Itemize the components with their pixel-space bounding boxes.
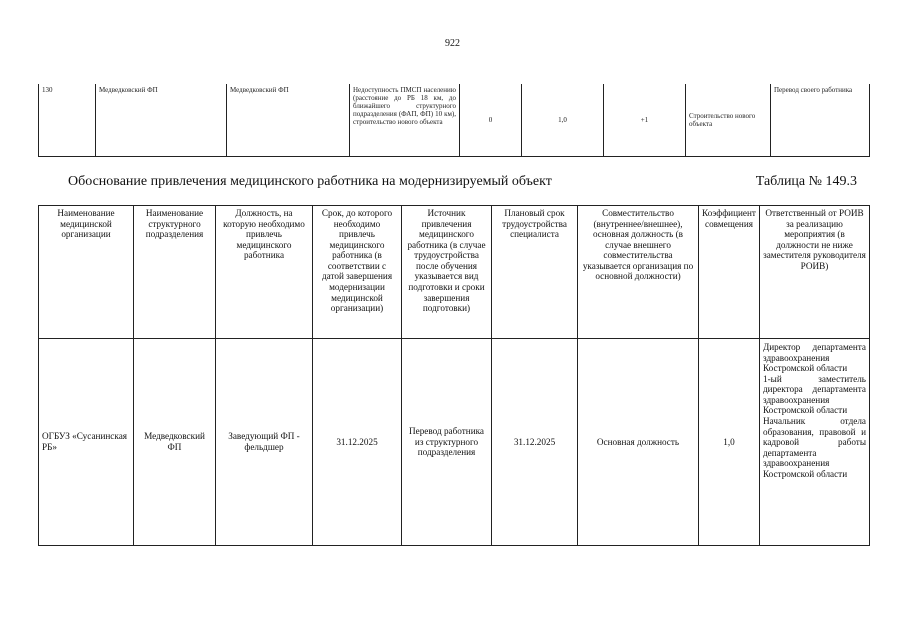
action-cell: Строительство нового объекта [686,84,771,157]
table-number: Таблица № 149.3 [755,174,857,189]
row-number: 130 [39,84,96,157]
header-cell: Срок, до которого необходимо привлечь медицинского работника (в соответствии с датой завершения модернизации медицинской организации) [313,206,402,339]
previous-table-fragment [38,84,870,157]
org-cell: ОГБУЗ «Сусанинская РБ» [39,339,134,546]
value-cell-3: +1 [604,84,686,157]
header-cell: Коэффициент совмещения [699,206,760,339]
header-cell: Должность, на которую необходимо привлечь медицинского работника [216,206,313,339]
header-cell: Ответственный от РОИВ за реализацию мероприятия (в должности не ниже заместителя руководителя РОИВ) [760,206,870,339]
table-heading: Обоснование привлечения медицинского работника на модернизируемый объект [68,174,552,189]
unit-name-cell: Медведковский ФП [227,84,350,157]
coefficient-cell: 1,0 [699,339,760,546]
value-cell-2: 1,0 [522,84,604,157]
main-table [38,205,870,546]
unit-cell: Медведковский ФП [134,339,216,546]
source-cell: Перевод работника из структурного подразделения [402,339,492,546]
header-cell: Наименование медицинской организации [39,206,134,339]
responsible-person-2: 1-ый заместитель директора департамента здравоохранения Костромской области [763,373,866,416]
header-cell: Совместительство (внутреннее/внешнее), основная должность (в случае внешнего совместительства указывается организация по основной должности) [578,206,699,339]
header-row [39,206,870,339]
reason-cell: Недоступность ПМСП населению (расстояние до РБ 18 км, до ближайшего структурного подразделения (ФАП, ФП) 10 км), строительство нового объекта [350,84,460,157]
combination-cell: Основная должность [578,339,699,546]
position-cell: Заведующий ФП - фельдшер [216,339,313,546]
responsible-person-3: Начальник отдела образования, правовой и кадровой работы департамента здравоохранения Костромской области [763,416,866,479]
header-cell: Плановый срок трудоустройства специалиста [492,206,578,339]
value-cell-1: 0 [460,84,522,157]
responsible-cell [760,339,870,546]
responsible-person-1: Директор департамента здравоохранения Костромской области [763,342,866,374]
planned-date-cell: 31.12.2025 [492,339,578,546]
header-cell: Источник привлечения медицинского работника (в случае трудоустройства после обучения указывается вид подготовки и сроки завершения подготовки) [402,206,492,339]
org-name-cell: Медведковский ФП [96,84,227,157]
page-number: 922 [445,38,460,49]
note-cell: Перевод своего работника [771,84,870,157]
deadline-cell: 31.12.2025 [313,339,402,546]
header-cell: Наименование структурного подразделения [134,206,216,339]
table-row [39,339,870,546]
